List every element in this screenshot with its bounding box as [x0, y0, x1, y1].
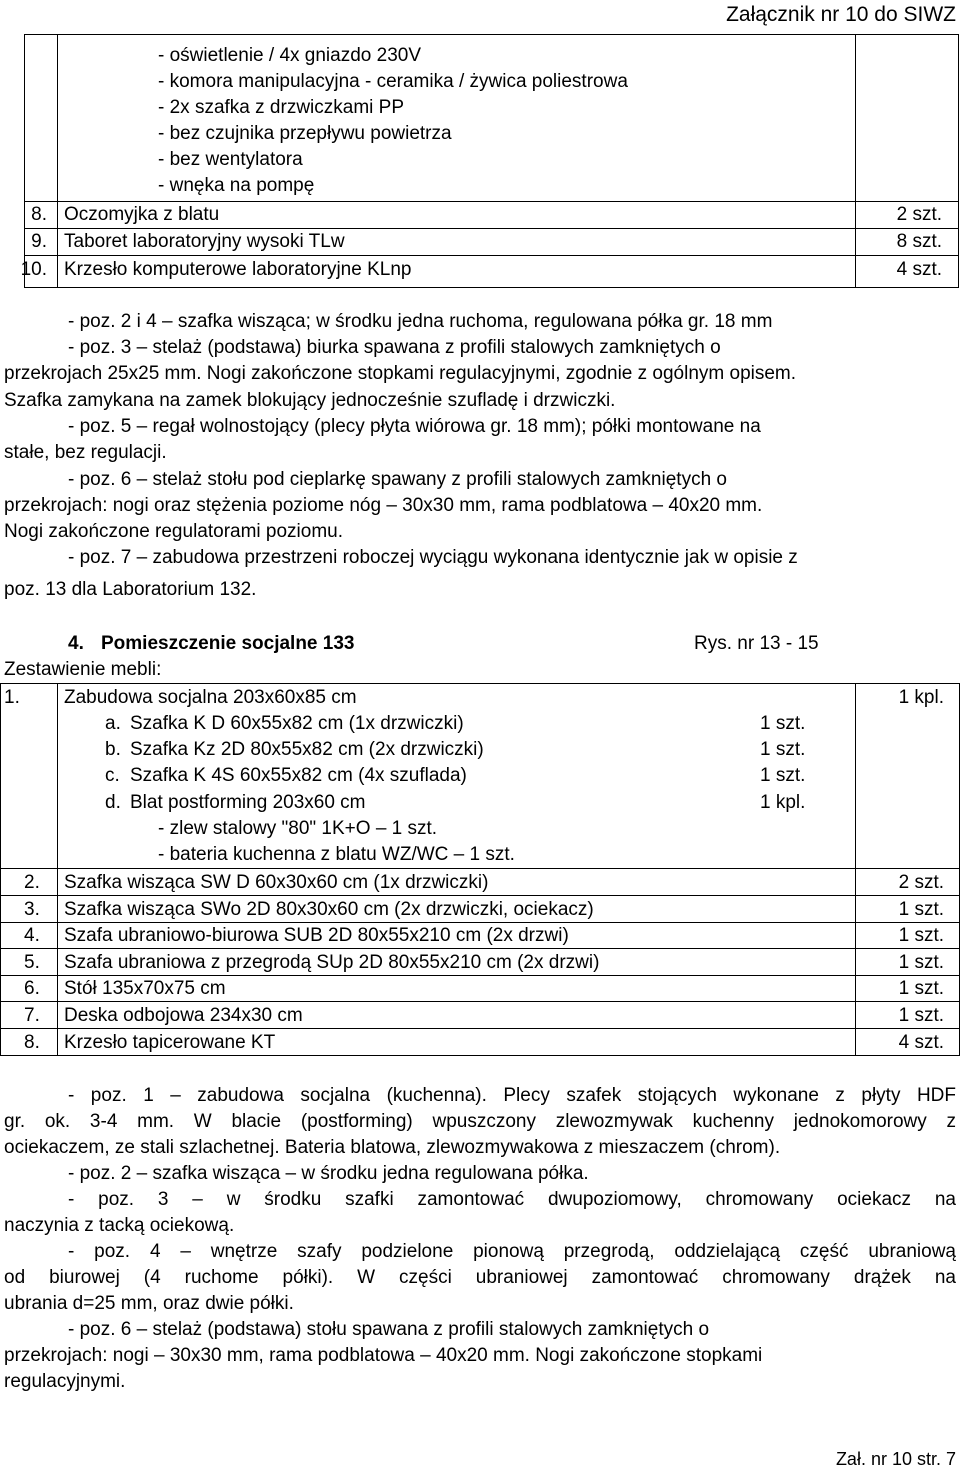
table-row-qty: 1 szt. [898, 952, 944, 973]
note-line: gr. ok. 3-4 mm. W blacie (postforming) wpuszczony zlewozmywak kuchenny jednokomorowy z [4, 1111, 956, 1132]
row-number: 10. [20, 259, 47, 280]
section-number: 4. [68, 633, 84, 654]
note-line: od biurowej (4 ruchome półki). W części ubraniowej zamontować chromowany drążek na [4, 1267, 956, 1288]
subitem-name: Szafka Kz 2D 80x55x82 cm (2x drzwiczki) [130, 739, 484, 760]
row-number: 8. [31, 204, 47, 225]
table-line [0, 948, 960, 949]
table-left [0, 683, 1, 1055]
table-row-name: Szafka wisząca SWo 2D 80x30x60 cm (2x drzwiczki, ociekacz) [64, 899, 594, 920]
table-line [0, 1001, 960, 1002]
note-line: przekrojach: nogi oraz stężenia poziome nóg – 30x30 mm, rama podblatowa – 40x20 mm. [4, 495, 763, 516]
table-line [0, 975, 960, 976]
figure-ref: Rys. nr 13 - 15 [694, 633, 819, 654]
top-table-row-line [24, 201, 958, 202]
table-row-qty: 1 szt. [898, 1005, 944, 1026]
table-row-name: Szafa ubraniowa z przegrodą SUp 2D 80x55x210 cm (2x drzwi) [64, 952, 600, 973]
table-row-name: Stół 135x70x75 cm [64, 978, 226, 999]
list-item: - oświetlenie / 4x gniazdo 230V [158, 45, 421, 66]
table-line [0, 1055, 960, 1056]
table-col1 [57, 683, 58, 1055]
top-table-border [24, 34, 958, 35]
table-row-qty: 1 kpl. [898, 687, 944, 708]
note-line: - poz. 2 i 4 – szafka wisząca; w środku jedna ruchoma, regulowana półka gr. 18 mm [68, 311, 773, 332]
subitem-extra: - bateria kuchenna z blatu WZ/WC – 1 szt. [158, 844, 515, 865]
subitem-letter: b. [105, 739, 121, 760]
table-row-number: 1. [4, 687, 20, 708]
note-line: - poz. 6 – stelaż (podstawa) stołu spawana z profili stalowych zamkniętych o [68, 1319, 710, 1340]
subitem-qty: 1 kpl. [760, 792, 806, 813]
note-line: - poz. 5 – regał wolnostojący (plecy płyta wiórowa gr. 18 mm); półki montowane na [68, 416, 761, 437]
subitem-name: Szafka K 4S 60x55x82 cm (4x szuflada) [130, 765, 467, 786]
note-line: - poz. 1 – zabudowa socjalna (kuchenna). Plecy szafek stojących wykonane z płyty HDF [68, 1085, 956, 1106]
list-item: - 2x szafka z drzwiczkami PP [158, 97, 404, 118]
subitem-letter: a. [105, 713, 121, 734]
table-col2 [855, 683, 856, 1055]
table-line [0, 922, 960, 923]
note-line: - poz. 4 – wnętrze szafy podzielone pionową przegrodą, oddzielającą część ubraniową [68, 1241, 956, 1262]
note-line: - poz. 7 – zabudowa przestrzeni roboczej wyciągu wykonana identycznie jak w opisie z [68, 547, 798, 568]
row-qty: 2 szt. [896, 204, 942, 225]
row-qty: 8 szt. [896, 231, 942, 252]
row-name: Krzesło komputerowe laboratoryjne KLnp [64, 259, 412, 280]
table-row-number: 5. [24, 952, 40, 973]
table-row-number: 2. [24, 872, 40, 893]
table-row-qty: 4 szt. [898, 1032, 944, 1053]
table-row-name: Szafa ubraniowo-biurowa SUB 2D 80x55x210 cm (2x drzwi) [64, 925, 569, 946]
list-item: - komora manipulacyjna - ceramika / żywica poliestrowa [158, 71, 628, 92]
note-line: regulacyjnymi. [4, 1371, 126, 1392]
attachment-header: Załącznik nr 10 do SIWZ [726, 3, 956, 26]
table-line [0, 683, 960, 684]
table-row-number: 8. [24, 1032, 40, 1053]
notes-section [4, 1083, 956, 1395]
row-qty: 4 szt. [896, 259, 942, 280]
table-row-number: 7. [24, 1005, 40, 1026]
top-table-col2 [855, 34, 856, 288]
top-table-row-line [24, 287, 958, 288]
note-line: ubrania d=25 mm, oraz dwie półki. [4, 1293, 294, 1314]
note-line: - poz. 2 – szafka wisząca – w środku jedna regulowana półka. [68, 1163, 589, 1184]
list-item: - bez wentylatora [158, 149, 303, 170]
note-line: ociekaczem, ze stali szlachetnej. Bateria blatowa, zlewozmywakowa z mieszaczem (chrom). [4, 1137, 781, 1158]
top-table-col1 [57, 34, 58, 288]
row-name: Taboret laboratoryjny wysoki TLw [64, 231, 345, 252]
subitem-qty: 1 szt. [760, 739, 806, 760]
top-table-row-line [24, 228, 958, 229]
table-row-qty: 1 szt. [898, 978, 944, 999]
table-row-qty: 2 szt. [898, 872, 944, 893]
note-line: Nogi zakończone regulatorami poziomu. [4, 521, 344, 542]
note-line: - poz. 3 – stelaż (podstawa) biurka spawana z profili stalowych zamkniętych o [68, 337, 721, 358]
note-line: przekrojach: nogi – 30x30 mm, rama podblatowa – 40x20 mm. Nogi zakończone stopkami [4, 1345, 763, 1366]
note-line: - poz. 6 – stelaż stołu pod cieplarkę spawany z profili stalowych zamkniętych o [68, 469, 727, 490]
subitem-extra: - zlew stalowy "80" 1K+O – 1 szt. [158, 818, 438, 839]
subitem-letter: d. [105, 792, 121, 813]
note-line: stałe, bez regulacji. [4, 442, 167, 463]
row-name: Oczomyjka z blatu [64, 204, 220, 225]
section-title: Pomieszczenie socjalne 133 [101, 633, 355, 654]
subitem-name: Szafka K D 60x55x82 cm (1x drzwiczki) [130, 713, 464, 734]
top-list [158, 43, 628, 199]
list-item: - bez czujnika przepływu powietrza [158, 123, 452, 144]
note-line: przekrojach 25x25 mm. Nogi zakończone stopkami regulacyjnymi, zgodnie z ogólnym opisem. [4, 363, 797, 384]
note-line: poz. 13 dla Laboratorium 132. [4, 579, 257, 600]
subitem-name: Blat postforming 203x60 cm [130, 792, 366, 813]
table-row-number: 4. [24, 925, 40, 946]
table-line [0, 895, 960, 896]
row-number: 9. [31, 231, 47, 252]
table-row-name: Zabudowa socjalna 203x60x85 cm [64, 687, 357, 708]
top-table-row-line [24, 255, 958, 256]
table-line [0, 1028, 960, 1029]
table-row-number: 6. [24, 978, 40, 999]
table-row-name: Deska odbojowa 234x30 cm [64, 1005, 303, 1026]
table-row-name: Szafka wisząca SW D 60x30x60 cm (1x drzwiczki) [64, 872, 489, 893]
table-line [0, 868, 960, 869]
subitem-letter: c. [105, 765, 120, 786]
table-row-qty: 1 szt. [898, 925, 944, 946]
top-table-left [24, 34, 25, 288]
table-row-number: 3. [24, 899, 40, 920]
list-item: - wnęka na pompę [158, 175, 315, 196]
page-footer: Zał. nr 10 str. 7 [835, 1449, 956, 1469]
subitem-qty: 1 szt. [760, 713, 806, 734]
note-line: - poz. 3 – w środku szafki zamontować dwupoziomowy, chromowany ociekacz na [68, 1189, 956, 1210]
note-line: Szafka zamykana na zamek blokujący jednocześnie szufladę i drzwiczki. [4, 390, 616, 411]
note-line: naczynia z tacką ociekową. [4, 1215, 235, 1236]
table-row-qty: 1 szt. [898, 899, 944, 920]
table-row-name: Krzesło tapicerowane KT [64, 1032, 276, 1053]
subitem-qty: 1 szt. [760, 765, 806, 786]
top-table-right [958, 34, 959, 288]
furniture-list-title: Zestawienie mebli: [4, 659, 162, 680]
